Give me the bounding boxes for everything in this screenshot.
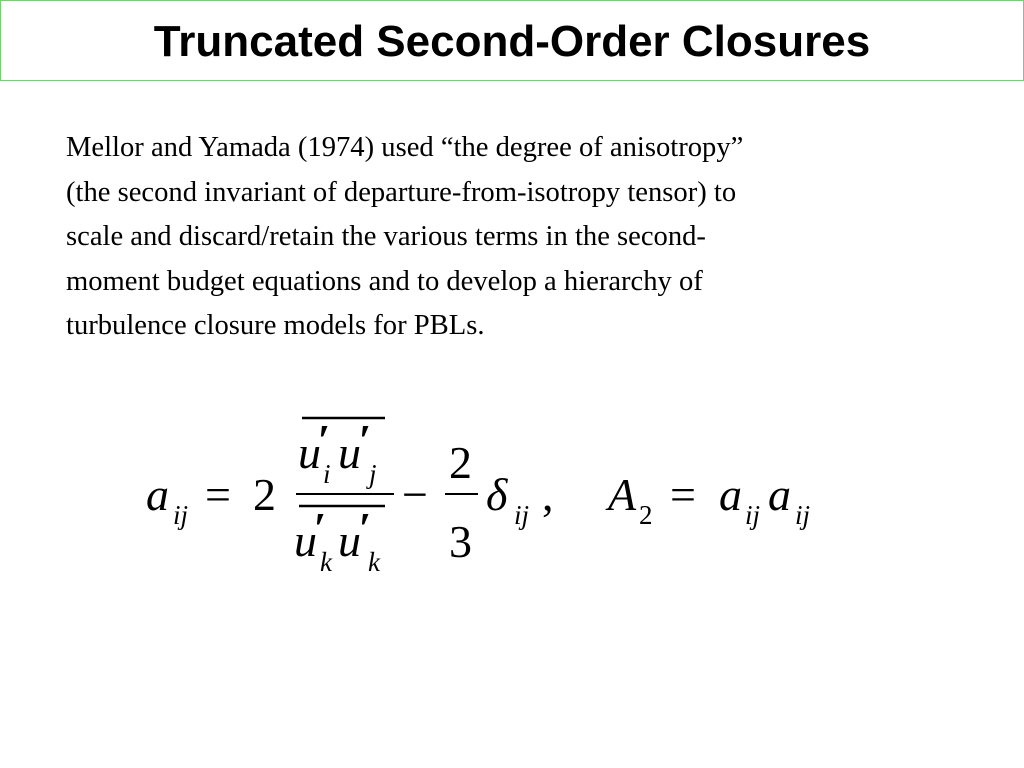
numerator-sub2: j: [369, 459, 377, 489]
denominator-u2: u: [338, 515, 361, 566]
paragraph-line: turbulence closure models for PBLs.: [66, 310, 485, 341]
minus-sign: −: [402, 469, 428, 520]
numerator-prime2: ′: [359, 416, 372, 465]
product-sub2: ij: [795, 500, 811, 530]
equals-sign-2: =: [670, 469, 696, 520]
numerator-u2: u: [338, 427, 361, 478]
equals-sign: =: [205, 469, 231, 520]
lhs-symbol: a: [146, 469, 169, 520]
denominator-u1: u: [294, 515, 317, 566]
coefficient: 2: [253, 469, 276, 520]
product-a1: a: [719, 469, 742, 520]
comma: ,: [542, 469, 554, 520]
fraction-denominator: 3: [449, 516, 472, 567]
invariant-subscript: 2: [639, 500, 653, 530]
paragraph-line: moment budget equations and to develop a hierarchy of: [66, 265, 703, 297]
denominator-sub1: k: [320, 547, 332, 577]
product-sub1: ij: [745, 500, 761, 530]
paragraph-line: Mellor and Yamada (1974) used “the degree of anisotropy”: [66, 132, 744, 163]
paragraph-line: (the second invariant of departure-from-isotropy tensor) to: [66, 176, 737, 208]
delta-subscript: ij: [514, 500, 530, 530]
product-a2: a: [768, 469, 791, 520]
paragraph-line: scale and discard/retain the various terms in the second-: [66, 221, 706, 252]
invariant-symbol: A: [608, 469, 637, 520]
lhs-subscript: ij: [173, 500, 189, 530]
delta-symbol: δ: [486, 469, 508, 520]
fraction-numerator: 2: [449, 437, 472, 488]
numerator-sub1: i: [323, 459, 331, 489]
numerator-u1: u: [298, 427, 321, 478]
denominator-sub2: k: [368, 547, 380, 577]
denominator-prime1: ′: [314, 504, 327, 553]
denominator-prime2: ′: [359, 504, 372, 553]
slide-title: Truncated Second-Order Closures: [153, 16, 871, 66]
numerator-prime1: ′: [318, 416, 331, 465]
